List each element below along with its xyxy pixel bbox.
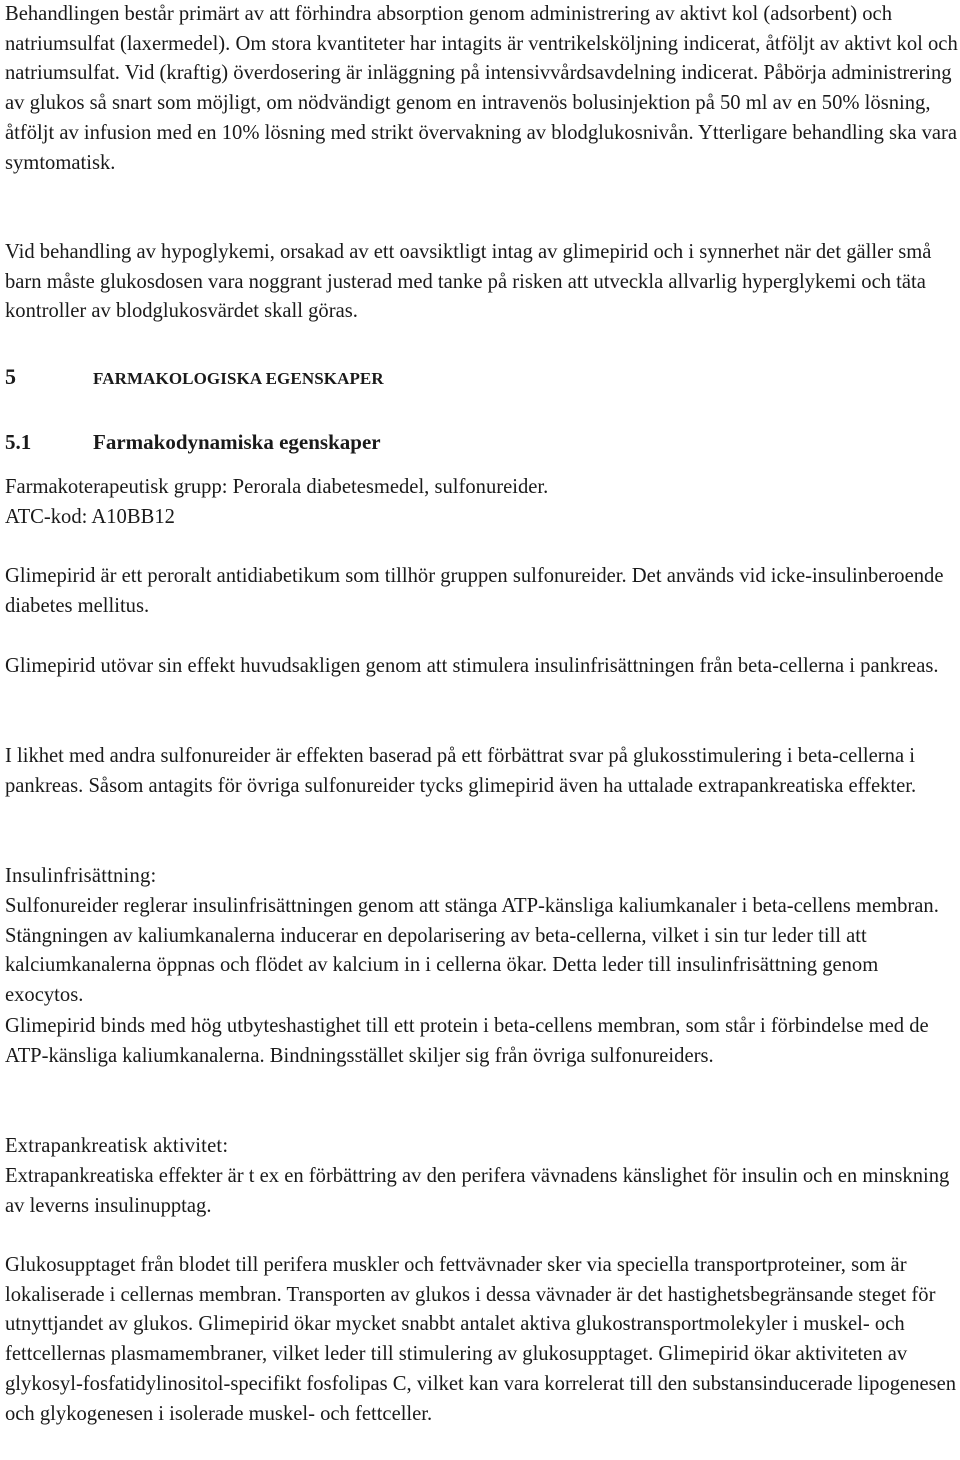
insulin-release-paragraph-2: Glimepirid binds med hög utbyteshastighet till ett protein i beta-cellens membran, som står i förbindelse med de ATP-känsliga kaliumkanalerna. Bindningsstället skiljer sig från övriga sulfonureiders. [5, 1015, 929, 1067]
extrapancreatic-label: Extrapankreatisk aktivitet: [5, 1135, 229, 1157]
section-heading [5, 362, 960, 394]
extrapancreatic-paragraph-2: Glukosupptaget från blodet till perifera muskler och fettvävnader sker via speciella transportproteiner, som är lokaliserade i cellernas membran. Transporten av glukos i dessa vävnader är det hastighetsbegränsande steget för utnyttjandet av glukos. Glimepirid ökar mycket snabbt antalet aktiva glukostransportmolekyler i muskel- och fettcellernas plasmamembraner, vilket leder till stimulering av glukosupptaget. Glimepirid ökar aktiviteten av glykosyl-fosfatidylinositol-specifikt fosfolipas C, vilket kan vara korrelerat till den substansinducerade lipogenesen och glykogenesen i isolerade muskel- och fettceller. [5, 1254, 957, 1425]
insulin-release-paragraph-1: Sulfonureider reglerar insulinfrisättningen genom att stänga ATP-känsliga kaliumkanaler i beta-cellens membran. Stängningen av kaliumkanalerna inducerar en depolarisering av beta-cellerna, vilket i sin tur leder till att kalciumkanalerna öppnas och flödet av kalcium in i cellerna ökar. Detta leder till insulinfrisättning genom exocytos. [5, 895, 939, 1007]
subsection-heading [5, 428, 960, 458]
intro-paragraph: Glimepirid är ett peroralt antidiabetikum som tillhör gruppen sulfonureider. Det används vid icke-insulinberoende diabetes mellitus. [5, 565, 944, 617]
atc-code: ATC-kod: A10BB12 [5, 506, 175, 528]
insulin-release-label: Insulinfrisättning: [5, 865, 157, 887]
overdose-paragraph: Behandlingen består primärt av att förhindra absorption genom administrering av aktivt kol (adsorbent) och natriumsulfat (laxermedel). Om stora kvantiteter har intagits är ventrikelsköljning indicerat, åtföljt av aktivt kol och natriumsulfat. Vid (kraftig) överdosering är inläggning på intensivvårdsavdelning indicerat. Påbörja administrering av glukos så snart som möjligt, om nödvändigt genom en intravenös bolusinjektion på 50 ml av en 50% lösning, åtföljt av infusion med en 10% lösning med strikt övervakning av blodglukosnivån. Ytterligare behandling ska vara symtomatisk. [5, 3, 958, 174]
effect-paragraph: Glimepirid utövar sin effekt huvudsakligen genom att stimulera insulinfrisättningen från beta-cellerna i pankreas. [5, 655, 939, 677]
section-title: FARMAKOLOGISKA EGENSKAPER [93, 369, 384, 388]
extrapancreatic-paragraph-1: Extrapankreatiska effekter är t ex en förbättring av den perifera vävnadens känslighet för insulin och en minskning av leverns insulinupptag. [5, 1165, 950, 1217]
section-number: 5 [5, 364, 16, 389]
similar-paragraph: I likhet med andra sulfonureider är effekten baserad på ett förbättrat svar på glukosstimulering i beta-cellerna i pankreas. Såsom antagits för övriga sulfonureider tycks glimepirid även ha uttalade extrapankreatiska effekter. [5, 745, 917, 797]
subsection-number: 5.1 [5, 430, 32, 454]
hypoglycemia-paragraph: Vid behandling av hypoglykemi, orsakad av ett oavsiktligt intag av glimepirid och i synnerhet när det gäller små barn måste glukosdosen vara noggrant justerad med tanke på risken att utveckla allvarlig hyperglykemi och täta kontroller av blodglukosvärdet skall göras. [5, 241, 932, 323]
subsection-title: Farmakodynamiska egenskaper [93, 430, 381, 454]
pharmacotherapeutic-group: Farmakoterapeutisk grupp: Perorala diabetesmedel, sulfonureider. [5, 476, 549, 498]
